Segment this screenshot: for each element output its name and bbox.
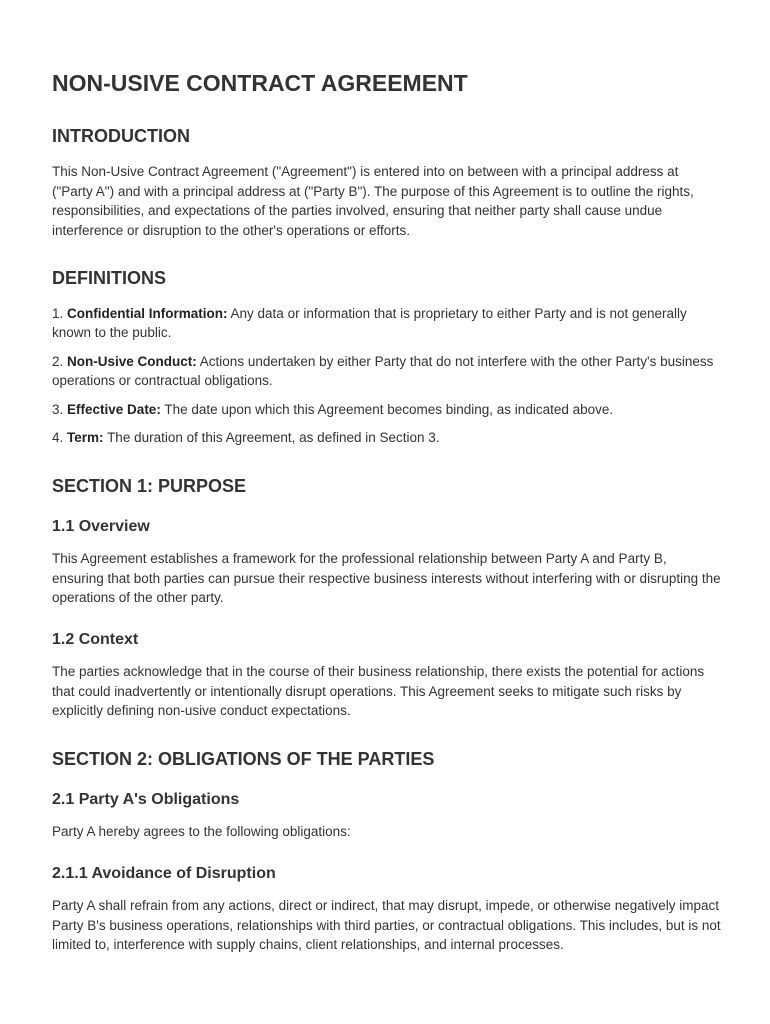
definition-text: The duration of this Agreement, as defined in Section 3. — [107, 430, 440, 446]
section-1 — [52, 476, 722, 721]
party-a-subsection — [52, 790, 722, 842]
definition-number: 1. — [52, 305, 64, 321]
overview-text: This Agreement establishes a framework for the professional relationship between Party A and Party B, ensuring that both parties can pursue their respective business interests without interfering with or disrupting the operations of the other party. — [52, 551, 721, 606]
definition-term: Confidential Information: — [67, 305, 228, 321]
introduction-text: This Non-Usive Contract Agreement ("Agreement") is entered into on between with a principal address at ("Party A") and with a principal address at ("Party B"). The purpose of this Agreement is to outline the rights, responsibilities, and expectations of the parties involved, ensuring that neither party shall cause undue interference or disruption to the other's operations or efforts. — [52, 164, 694, 238]
party-a-heading: 2.1 Party A's Obligations — [52, 791, 240, 809]
definition-term: Effective Date: — [67, 401, 161, 417]
definition-text: The date upon which this Agreement becomes binding, as indicated above. — [164, 401, 614, 417]
definitions-heading: DEFINITIONS — [52, 268, 167, 289]
avoidance-heading: 2.1.1 Avoidance of Disruption — [52, 864, 276, 882]
definition-term: Term: — [67, 430, 104, 446]
definition-item — [52, 352, 722, 391]
definition-number: 3. — [52, 401, 64, 417]
overview-subsection — [52, 517, 722, 608]
context-text: The parties acknowledge that in the course of their business relationship, there exists the potential for actions that could inadvertently or intentionally disrupt operations. This Agreement seeks to mitigate such risks by explicitly defining non-usive conduct expectations. — [52, 664, 705, 719]
document-title: NON-USIVE CONTRACT AGREEMENT — [52, 70, 468, 96]
definition-item — [52, 400, 722, 420]
section-1-heading: SECTION 1: PURPOSE — [52, 475, 247, 496]
definition-text: Actions undertaken by either Party that do not interfere with the other Party's business operations or contractual obligations. — [52, 353, 714, 389]
overview-heading: 1.1 Overview — [52, 518, 150, 536]
party-a-text: Party A hereby agrees to the following obligations: — [52, 824, 351, 840]
avoidance-text: Party A shall refrain from any actions, direct or indirect, that may disrupt, impede, or otherwise negatively impact Party B's business operations, relationships with third parties, or contractual obligations. This includes, but is not limited to, interference with supply chains, client relationships, and internal processes. — [52, 898, 721, 953]
section-2-heading: SECTION 2: OBLIGATIONS OF THE PARTIES — [52, 748, 435, 769]
definition-text: Any data or information that is proprietary to either Party and is not generally known to the public. — [52, 305, 687, 341]
document-page — [52, 70, 722, 955]
section-2 — [52, 749, 722, 955]
definition-item — [52, 428, 722, 448]
definition-number: 2. — [52, 353, 64, 369]
avoidance-subsection — [52, 864, 722, 955]
introduction-heading: INTRODUCTION — [52, 126, 190, 147]
context-subsection — [52, 630, 722, 721]
definition-term: Non-Usive Conduct: — [67, 353, 197, 369]
context-heading: 1.2 Context — [52, 630, 139, 648]
definition-item — [52, 304, 722, 343]
definition-number: 4. — [52, 430, 64, 446]
introduction-section — [52, 126, 722, 240]
definitions-section — [52, 268, 722, 448]
